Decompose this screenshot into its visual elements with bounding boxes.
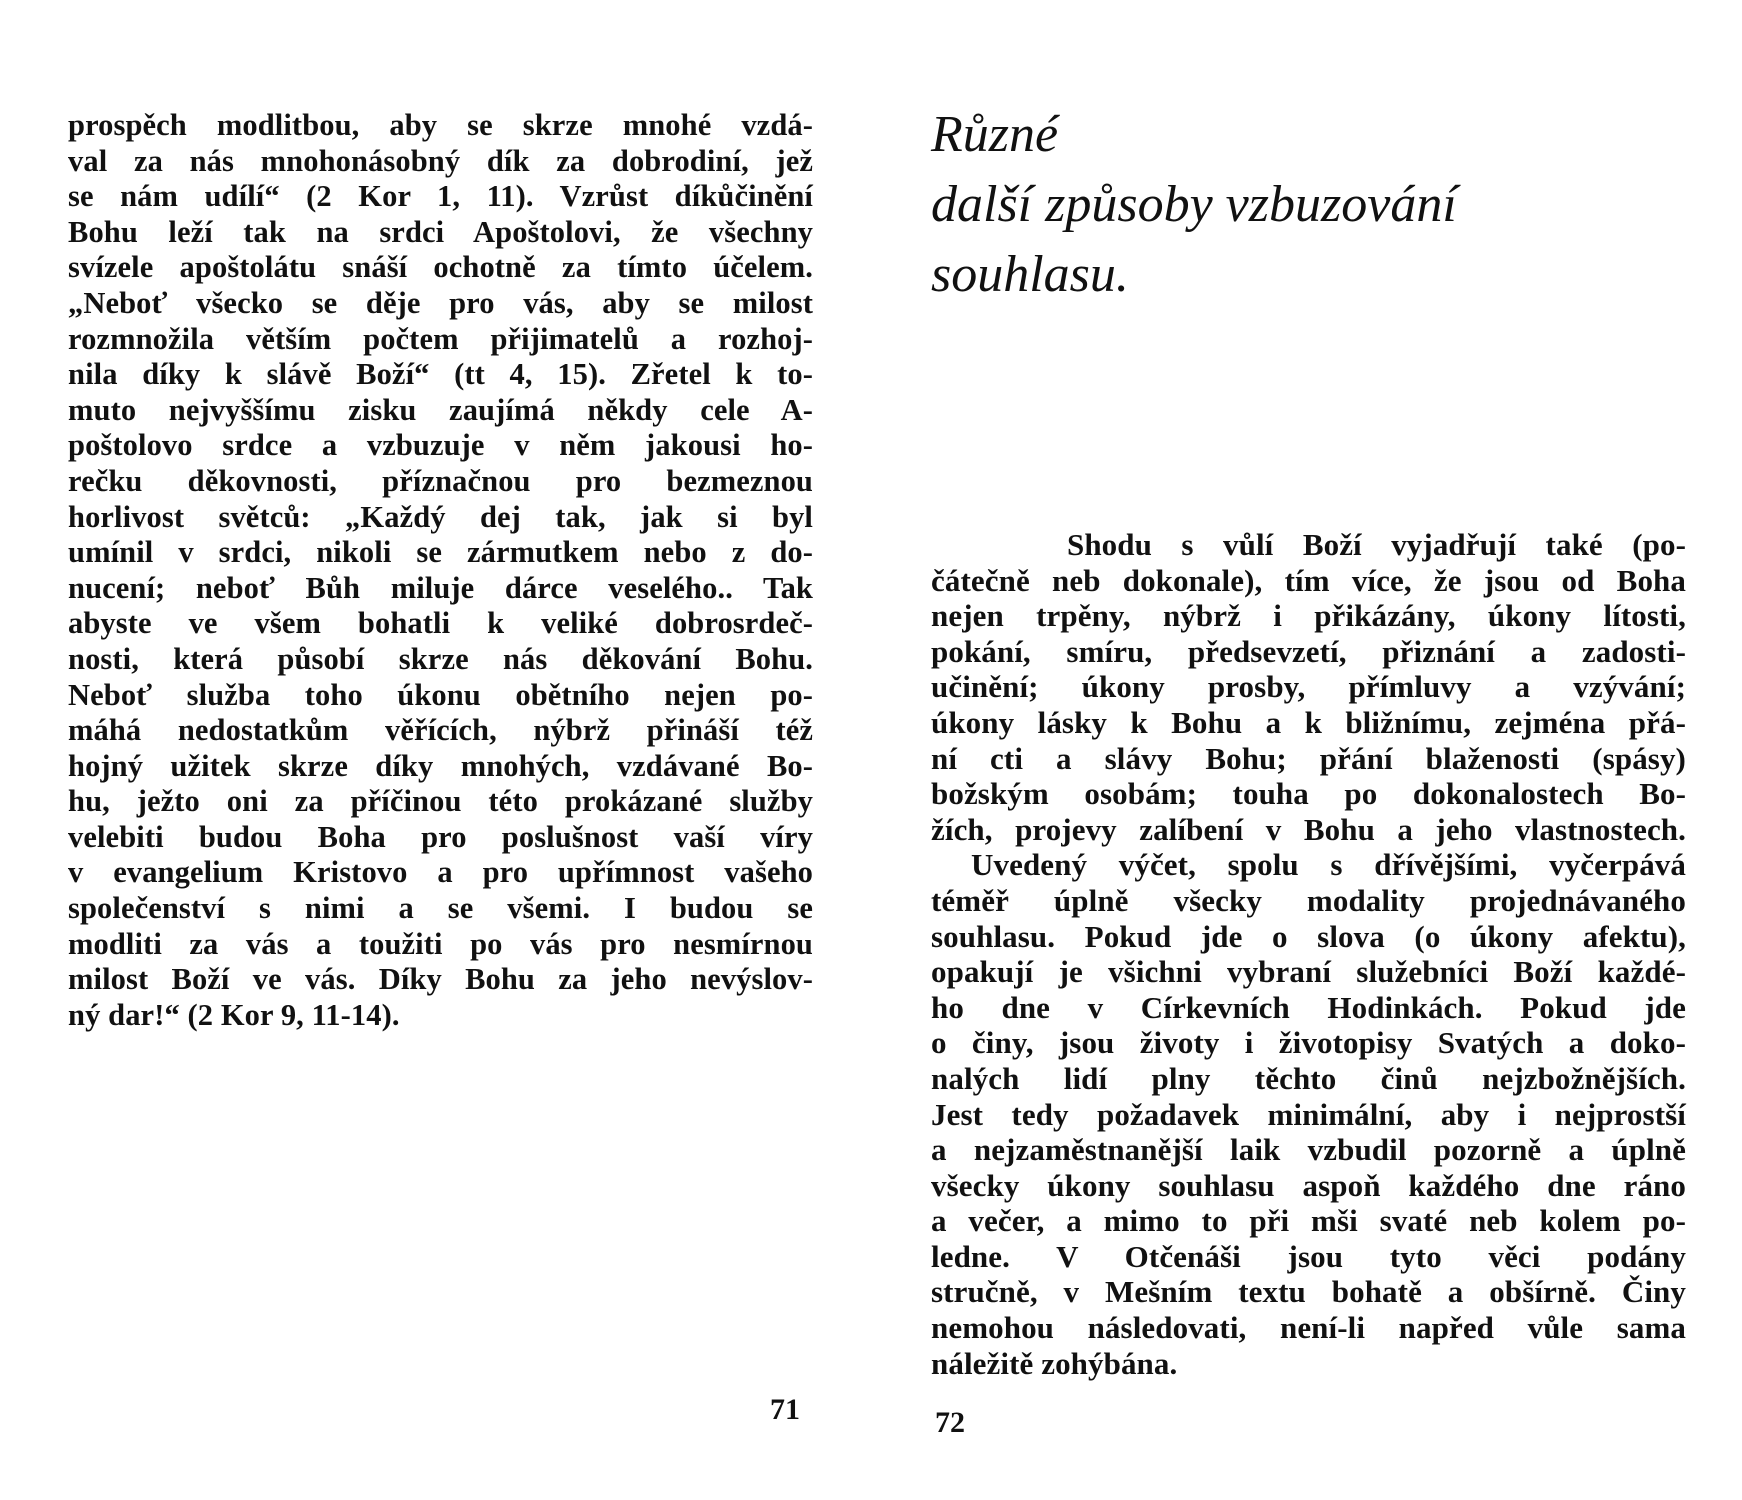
text-line: téměř úplně všecky modality projednávaného [931, 882, 1686, 918]
text-line: prospěch modlitbou, aby se skrze mnohé vzdá- [68, 108, 813, 142]
text-line: val za nás mnohonásobný dík za dobrodiní, jež [68, 143, 813, 178]
text-line: „Neboť všecko se děje pro vás, aby se milost [68, 285, 813, 320]
text-line: nosti, která působí skrze nás děkování Bohu. [68, 641, 813, 676]
text-line: rozmnožila větším počtem přijimatelů a rozhoj- [68, 321, 813, 356]
chapter-heading [931, 100, 1457, 310]
right-paragraph [931, 527, 1686, 1381]
text-line: rečku děkovnosti, příznačnou pro bezmeznou [68, 463, 813, 498]
text-line: učinění; úkony prosby, přímluvy a vzývání; [931, 669, 1686, 705]
text-line: všecky úkony souhlasu aspoň každého dne ráno [931, 1167, 1686, 1203]
text-line: ledne. V Otčenáši jsou tyto věci podány [931, 1238, 1686, 1274]
text-line: modliti za vás a toužiti po vás pro nesmírnou [68, 926, 813, 961]
text-line: horlivost světců: „Každý dej tak, jak si byl [68, 499, 813, 534]
text-line: a večer, a mimo to při mši svaté neb kolem po- [931, 1203, 1686, 1239]
text-line: abyste ve všem bohatli k veliké dobrosrdeč- [68, 606, 813, 641]
text-line: stručně, v Mešním textu bohatě a obšírně. Činy [931, 1274, 1686, 1310]
text-line: svízele apoštolátu snáší ochotně za tímto účelem. [68, 250, 813, 285]
text-line: čátečně neb dokonale), tím více, že jsou od Boha [931, 562, 1686, 598]
page-number: 71 [770, 1393, 800, 1426]
text-line: Shodu s vůlí Boží vyjadřují také (po- [1067, 527, 1686, 562]
text-line: nucení; neboť Bůh miluje dárce veselého.. Tak [68, 570, 813, 605]
text-line: Neboť služba toho úkonu obětního nejen po- [68, 677, 813, 712]
heading-line: další způsoby vzbuzování [931, 176, 1457, 233]
text-line: se nám udílí“ (2 Kor 1, 11). Vzrůst díkůčinění [68, 179, 813, 214]
text-line: žích, projevy zalíbení v Bohu a jeho vlastnostech. [931, 811, 1686, 847]
text-line: o činy, jsou životy i životopisy Svatých a doko- [931, 1025, 1686, 1061]
text-line: Jest tedy požadavek minimální, aby i nejprostší [931, 1096, 1686, 1132]
text-line: nemohou následovati, není-li napřed vůle sama [931, 1310, 1686, 1346]
left-paragraph [68, 108, 813, 1033]
text-line: náležitě zohýbána. [931, 1345, 1178, 1381]
text-line: velebiti budou Boha pro poslušnost vaší víry [68, 819, 813, 854]
text-line: hojný užitek skrze díky mnohých, vzdávané Bo- [68, 748, 813, 783]
text-line: opakují je všichni vybraní služebníci Boží každé- [931, 954, 1686, 990]
page-number: 72 [935, 1406, 965, 1439]
text-line: souhlasu. Pokud jde o slova (o úkony afektu), [931, 918, 1686, 954]
text-line: muto nejvyššímu zisku zaujímá někdy cele A- [68, 392, 813, 427]
text-line: umínil v srdci, nikoli se zármutkem nebo z do- [68, 535, 813, 570]
text-line: máhá nedostatkům věřících, nýbrž přináší též [68, 713, 813, 748]
heading-line: Různé [931, 106, 1059, 163]
text-line: a nejzaměstnanější laik vzbudil pozorně a úplně [931, 1132, 1686, 1168]
text-line: poštolovo srdce a vzbuzuje v něm jakousi ho- [68, 428, 813, 463]
text-line: společenství s nimi a se všemi. I budou se [68, 891, 813, 926]
right-page [871, 0, 1742, 1500]
text-line: Uvedený výčet, spolu s dřívějšími, vyčerpává [971, 847, 1686, 883]
text-line: božským osobám; touha po dokonalostech Bo- [931, 776, 1686, 812]
text-line: v evangelium Kristovo a pro upřímnost vašeho [68, 855, 813, 890]
left-page-text [68, 108, 813, 1033]
text-line: nejen trpěny, nýbrž i přikázány, úkony lítosti, [931, 598, 1686, 634]
text-line: nalých lidí plny těchto činů nejzbožnějších. [931, 1060, 1686, 1096]
text-line: pokání, smíru, předsevzetí, přiznání a zadosti- [931, 633, 1686, 669]
text-line: úkony lásky k Bohu a k bližnímu, zejména přá- [931, 704, 1686, 740]
text-line: Bohu leží tak na srdci Apoštolovi, že všechny [68, 214, 813, 249]
heading-line: souhlasu. [931, 246, 1129, 303]
text-line: ho dne v Církevních Hodinkách. Pokud jde [931, 989, 1686, 1025]
text-line: milost Boží ve vás. Díky Bohu za jeho nevýslov- [68, 962, 813, 997]
right-page-text [931, 527, 1686, 1381]
text-line: ný dar!“ (2 Kor 9, 11-14). [68, 997, 400, 1032]
text-line: nila díky k slávě Boží“ (tt 4, 15). Zřetel k to- [68, 357, 813, 392]
text-line: hu, ježto oni za příčinou této prokázané služby [68, 784, 813, 819]
text-line: ní cti a slávy Bohu; přání blaženosti (spásy) [931, 740, 1686, 776]
